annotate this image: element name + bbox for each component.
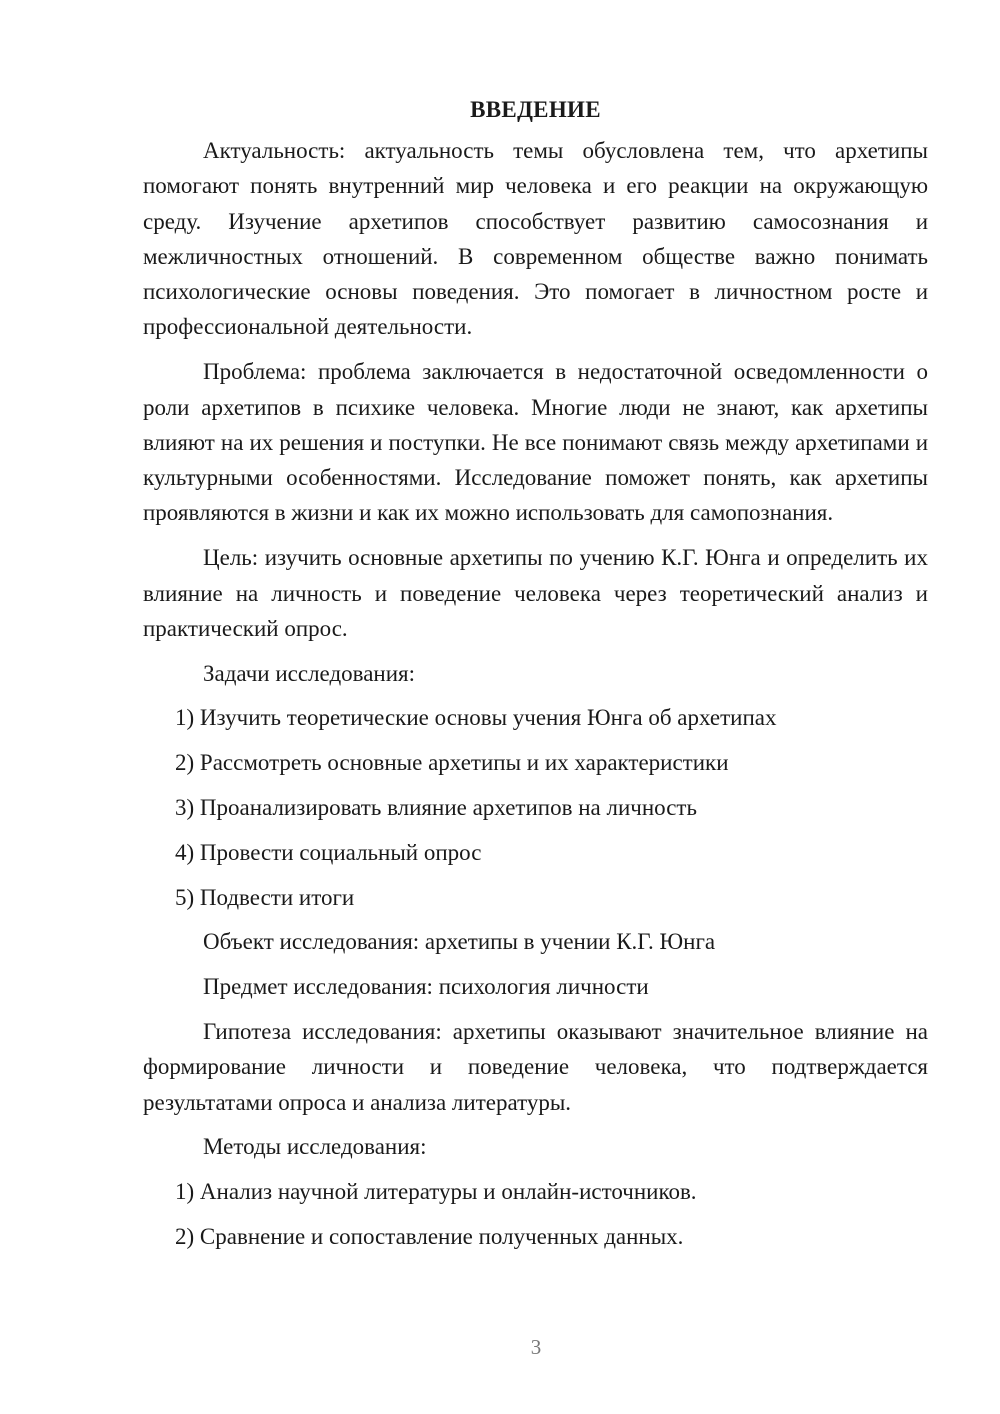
methods-heading: Методы исследования: [203,1134,427,1160]
subject-line: Предмет исследования: психология личности [203,974,649,1000]
list-item: 2) Рассмотреть основные архетипы и их характеристики [175,750,729,776]
relevance-paragraph: Актуальность: актуальность темы обусловлена тем, что архетипы помогают понять внутренний мир человека и его реакции на окружающую среду. Изучение архетипов способствует развитию самосознания и межличностных отношений. В современном обществе важно понимать психологические основы поведения. Это помогает в личностном росте и профессиональной деятельности. [143,138,928,340]
list-item: 1) Анализ научной литературы и онлайн-источников. [175,1179,697,1205]
page-number: 3 [530,1335,542,1359]
tasks-heading: Задачи исследования: [203,660,416,686]
hypothesis-paragraph: Гипотеза исследования: архетипы оказывают значительное влияние на формирование личности и поведение человека, что подтверждается результатами опроса и анализа литературы. [143,1019,928,1115]
list-item: 4) Провести социальный опрос [175,839,482,865]
list-item: 1) Изучить теоретические основы учения Юнга об архетипах [175,705,777,731]
page-content [143,92,928,1264]
object-line: Объект исследования: архетипы в учении К.Г. Юнга [203,929,716,955]
problem-paragraph: Проблема: проблема заключается в недостаточной осведомленности о роли архетипов в психике человека. Многие люди не знают, как архетипы влияют на их решения и поступки. Не все понимают связь между архетипами и культурными особенностями. Исследование поможет понять, как архетипы проявляются в жизни и как их можно использовать для самопознания. [143,359,928,526]
goal-paragraph: Цель: изучить основные архетипы по учению К.Г. Юнга и определить их влияние на личность и поведение человека через теоретический анализ и практический опрос. [143,545,928,641]
list-item: 3) Проанализировать влияние архетипов на личность [175,795,697,821]
section-title: ВВЕДЕНИЕ [470,97,601,122]
list-item: 5) Подвести итоги [175,884,355,910]
methods-list [143,1174,928,1254]
tasks-list [143,700,928,914]
list-item: 2) Сравнение и сопоставление полученных данных. [175,1224,684,1250]
